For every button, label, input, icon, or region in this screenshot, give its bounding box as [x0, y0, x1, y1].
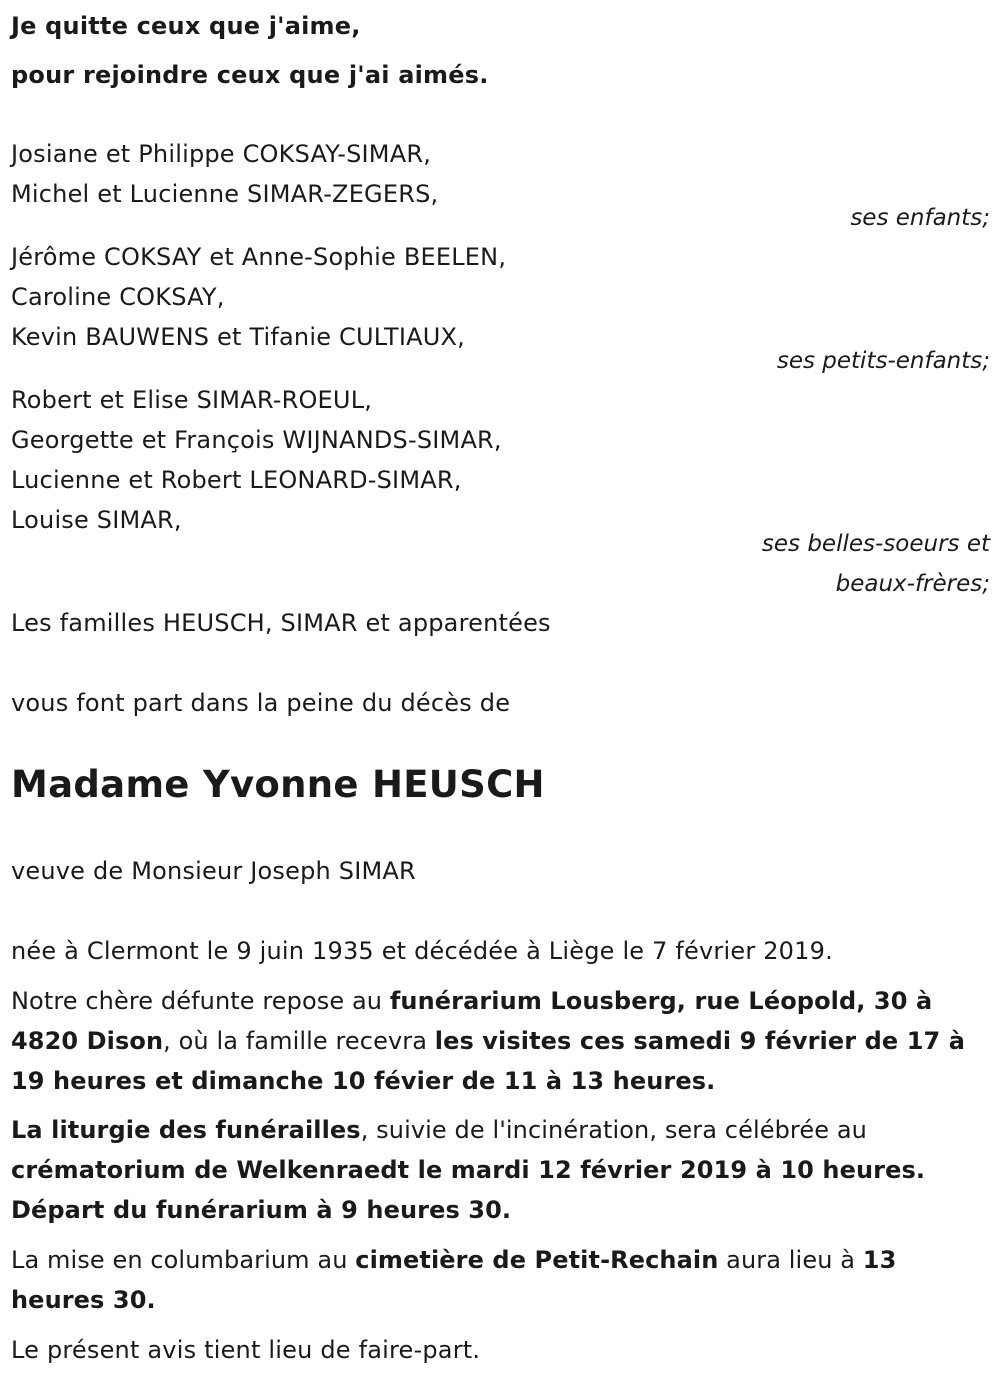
- grandchildren-name: Kevin BAUWENS et Tifanie CULTIAUX,: [11, 323, 465, 351]
- birth-death-line: née à Clermont le 9 juin 1935 et décédée à Liège le 7 février 2019.: [11, 937, 833, 965]
- liturgy-paragraph: [11, 1110, 996, 1230]
- children-name: Michel et Lucienne SIMAR-ZEGERS,: [11, 180, 439, 208]
- columbarium-text-1: La mise en columbarium au: [11, 1246, 356, 1274]
- in-law-name: Georgette et François WIJNANDS-SIMAR,: [11, 426, 502, 454]
- funerarium-paragraph: [11, 981, 996, 1101]
- epigraph-line-1: Je quitte ceux que j'aime,: [11, 12, 361, 40]
- grandchildren-role: ses petits-enfants;: [776, 348, 990, 374]
- deceased-name: Madame Yvonne HEUSCH: [11, 763, 545, 806]
- announcement-line: vous font part dans la peine du décès de: [11, 689, 511, 717]
- children-role: ses enfants;: [850, 205, 990, 231]
- funerarium-location: funérarium Lousberg, rue Léopold, 30 à 4820 Dison: [11, 987, 933, 1055]
- children-name: Josiane et Philippe COKSAY-SIMAR,: [11, 140, 432, 168]
- families-line: Les familles HEUSCH, SIMAR et apparentées: [11, 609, 551, 637]
- columbarium-time: 13 heures 30.: [11, 1246, 897, 1314]
- in-laws-role-line-2: beaux-frères;: [835, 571, 990, 597]
- in-law-name: Louise SIMAR,: [11, 506, 182, 534]
- closing-line: Le présent avis tient lieu de faire-part.: [11, 1336, 481, 1364]
- liturgy-title: La liturgie des funérailles: [11, 1116, 361, 1144]
- funerarium-text-1: Notre chère défunte repose au: [11, 987, 390, 1015]
- grandchildren-name: Jérôme COKSAY et Anne-Sophie BEELEN,: [11, 243, 507, 271]
- columbarium-paragraph: [11, 1240, 996, 1320]
- widow-of-line: veuve de Monsieur Joseph SIMAR: [11, 857, 416, 885]
- in-laws-role-line-1: ses belles-soeurs et: [761, 531, 990, 557]
- cemetery-name: cimetière de Petit-Rechain: [355, 1246, 719, 1274]
- visiting-hours: les visites ces samedi 9 février de 17 à 19 heures et dimanche 10 févier de 11 à 13 heures.: [11, 1027, 966, 1095]
- crematorium-details: crématorium de Welkenraedt le mardi 12 février 2019 à 10 heures. Départ du funérarium à 9 heures 30.: [11, 1156, 926, 1224]
- columbarium-text-2: aura lieu à: [718, 1246, 863, 1274]
- funerarium-text-2: , où la famille recevra: [163, 1027, 435, 1055]
- grandchildren-name: Caroline COKSAY,: [11, 283, 225, 311]
- in-law-name: Robert et Elise SIMAR-ROEUL,: [11, 386, 373, 414]
- in-law-name: Lucienne et Robert LEONARD-SIMAR,: [11, 466, 462, 494]
- liturgy-text: , suivie de l'incinération, sera célébrée au: [360, 1116, 867, 1144]
- epigraph-line-2: pour rejoindre ceux que j'ai aimés.: [11, 61, 489, 89]
